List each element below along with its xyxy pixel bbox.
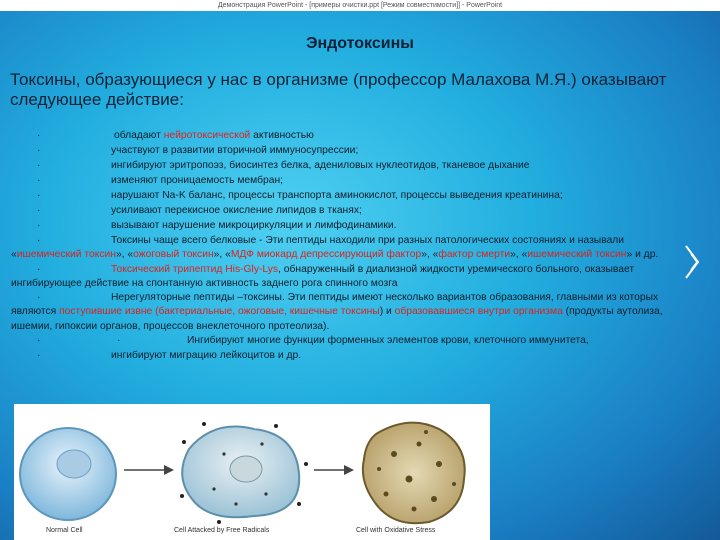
bullet-text: », « <box>510 249 528 261</box>
highlight-text: нейротоксической <box>163 130 251 141</box>
bullet-list <box>11 129 689 364</box>
bullet-text: », « <box>421 249 439 261</box>
arrow-icon <box>124 465 174 475</box>
highlight-text: образовавшиеся внутри организма <box>394 306 563 318</box>
highlight-text: МДФ миокард депрессирующий фактор <box>230 249 422 261</box>
list-item <box>11 159 689 174</box>
bullet-text: вызывают нарушение микроциркуляции и лимфодинамики. <box>111 220 397 231</box>
bullet-dot: · <box>37 145 41 156</box>
bullet-text: Токсины чаще всего белковые - Эти пептиды находили при разных патологических состояниях и называли « <box>11 235 625 261</box>
list-item <box>11 219 689 234</box>
bullet-text: (продукты аутолиза, ишемии, гипоксии органов, процессов внеклеточного протеолиза). <box>11 306 663 332</box>
list-item <box>11 334 689 349</box>
list-item <box>11 144 689 159</box>
list-item <box>11 349 689 364</box>
bullet-dot: · <box>37 263 41 275</box>
bullet-text: изменяют проницаемость мембран; <box>111 175 283 186</box>
highlight-text: ожоговый токсин <box>133 249 214 261</box>
list-item <box>11 204 689 219</box>
bullet-text: » и др. <box>626 249 659 261</box>
bullet-text: обладают <box>114 130 164 141</box>
figure-label: Cell Attacked by Free Radicals <box>174 527 270 534</box>
figure-label: Cell with Oxidative Stress <box>356 527 436 534</box>
bullet-dot: · <box>37 292 41 304</box>
window-title: Демонстрация PowerPoint - [примеры очистки.ppt [Режим совместимости]] - PowerPoint <box>217 2 503 9</box>
bullet-dot: · <box>37 220 41 231</box>
slide <box>0 11 720 540</box>
bullet-text: ингибируют эритропоэз, биосинтез белка, адениловых нуклеотидов, тканевое дыхание <box>111 160 530 171</box>
stressed-cell-image <box>363 423 465 524</box>
window-titlebar <box>0 0 720 11</box>
bullet-text: ) и <box>379 306 395 318</box>
slide-title: Эндотоксины <box>306 35 414 52</box>
figure-label: Normal Cell <box>46 527 83 534</box>
list-item <box>11 234 689 263</box>
list-item <box>11 263 689 292</box>
bullet-dot: · <box>37 130 41 141</box>
attacked-cell-image <box>180 422 308 524</box>
highlight-text: ишемический токсин <box>527 249 627 261</box>
next-slide-icon[interactable] <box>684 244 702 285</box>
bullet-dot: · <box>37 175 41 186</box>
list-item <box>11 291 689 334</box>
bullet-text: ингибируют миграцию лейкоцитов и др. <box>111 350 302 362</box>
arrow-icon <box>314 465 354 475</box>
bullet-text: участвуют в развитии вторичной иммуносупрессии; <box>111 145 359 156</box>
list-item <box>11 189 689 204</box>
bullet-text: нарушают Na-K баланс, процессы транспорта аминокислот, процессы выведения креатинина; <box>111 190 563 201</box>
list-item <box>11 129 689 144</box>
cell-illustration <box>14 404 490 540</box>
highlight-text: фактор смерти <box>438 249 511 261</box>
normal-cell-image <box>20 428 116 520</box>
highlight-text: поступившие извне (бактериальные, ожоговые, кишечные токсины <box>59 306 380 318</box>
bullet-text: , обнаруженный в диализной жидкости уремического больного, оказывает ингибирующее действие на спонтанную активность заднего рога спинного мозга <box>11 263 635 289</box>
bullet-dot: · <box>37 190 41 201</box>
highlight-text: Токсический трипептид His-Gly-Lys <box>111 263 279 275</box>
bullet-text: Нерегуляторные пептиды –токсины. Эти пептиды имеют несколько вариантов образования, главными из которых являются <box>11 292 659 318</box>
bullet-dot: · <box>37 335 41 347</box>
bullet-dot: · <box>37 350 41 362</box>
bullet-text: усиливают перекисное окисление липидов в тканях; <box>111 205 362 216</box>
bullet-dot: · <box>37 160 41 171</box>
bullet-dot: · <box>37 235 41 246</box>
bullet-text: », « <box>213 249 231 261</box>
bullet-text: », « <box>115 249 134 261</box>
bullet-dot: · <box>37 205 41 216</box>
bullet-text: активностью <box>250 130 314 141</box>
bullet-text: Ингибируют многие функции форменных элементов крови, клеточного иммунитета, <box>187 335 589 347</box>
slide-intro: Токсины, образующиеся у нас в организме (профессор Малахова М.Я.) оказывают следующее действие: <box>10 70 667 109</box>
bullet-dot: · <box>117 335 121 347</box>
list-item <box>11 174 689 189</box>
highlight-text: ишемический токсин <box>16 249 116 261</box>
cell-drawing <box>14 404 490 540</box>
